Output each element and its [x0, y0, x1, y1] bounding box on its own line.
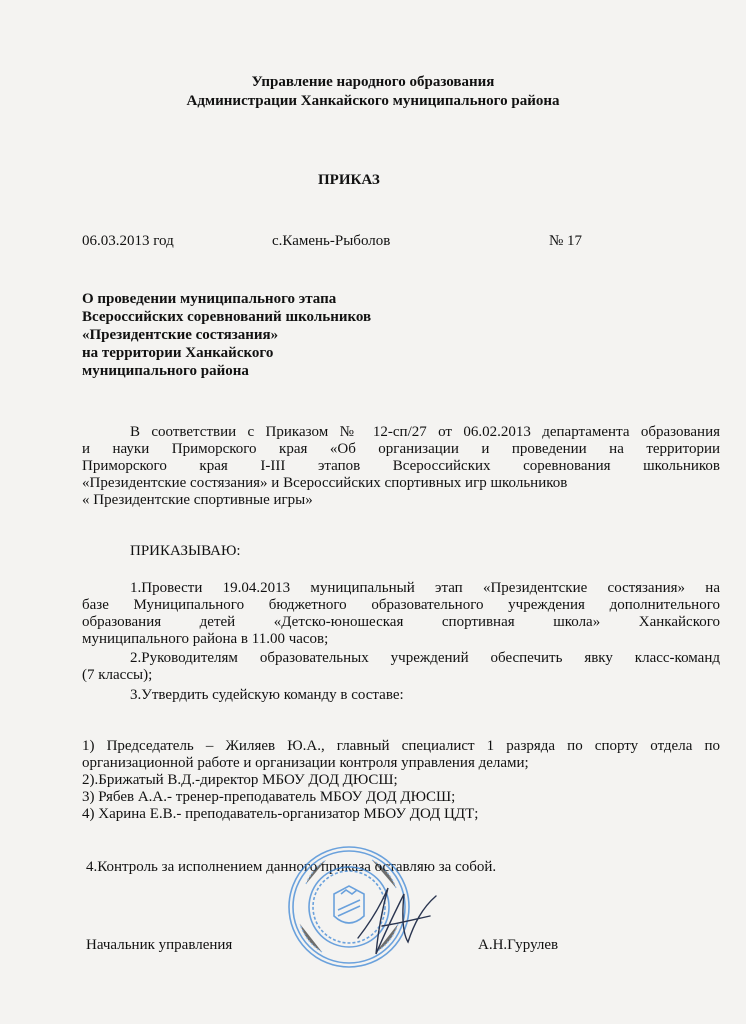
preamble-line: « Президентские спортивные игры»: [82, 492, 313, 508]
item-1-paragraph: [82, 580, 720, 648]
jury-item: 3) Рябев А.А.- тренер-преподаватель МБОУ ДОД ДЮСШ;: [82, 789, 456, 805]
jury-item: 1) Председатель – Жиляев Ю.А., главный специалист 1 разряда по спорту отдела по: [82, 738, 720, 754]
document-number: № 17: [549, 233, 583, 249]
item-2-line: 2.Руководителям образовательных учреждений обеспечить явку класс-команд: [130, 650, 720, 666]
subject-line: О проведении муниципального этапа: [82, 291, 337, 307]
subject-line: на территории Ханкайского: [82, 345, 274, 361]
jury-item: 4) Харина Е.В.- преподаватель-организатор МБОУ ДОД ЦДТ;: [82, 806, 479, 822]
item-1-line: образования детей «Детско-юношеская спортивная школа» Ханкайского: [82, 614, 720, 630]
org-header-line1: Управление народного образования: [251, 74, 495, 90]
handwritten-signature: [352, 880, 442, 960]
signatory-title: Начальник управления: [86, 937, 233, 953]
item-3: 3.Утвердить судейскую команду в составе:: [130, 687, 404, 703]
document-place: с.Камень-Рыболов: [272, 233, 391, 249]
preamble-line: и науки Приморского края «Об организации и проведении на территории: [82, 441, 720, 457]
org-header-line2: Администрации Ханкайского муниципального района: [186, 93, 560, 109]
subject-line: муниципального района: [82, 363, 249, 379]
item-4: 4.Контроль за исполнением данного приказа оставляю за собой.: [86, 859, 497, 875]
item-1-line: базе Муниципального бюджетного образовательного учреждения дополнительного: [82, 597, 720, 613]
signatory-name: А.Н.Гурулев: [478, 937, 559, 953]
item-2-paragraph: [82, 650, 720, 684]
order-word: ПРИКАЗЫВАЮ:: [130, 543, 241, 559]
document-date: 06.03.2013 год: [82, 233, 174, 249]
preamble-line: В соответствии с Приказом № 12-сп/27 от 06.02.2013 департамента образования: [130, 424, 720, 440]
document-title: ПРИКАЗ: [318, 172, 380, 188]
item-2-line: (7 классы);: [82, 667, 153, 683]
preamble-paragraph: [82, 424, 720, 509]
jury-list: [82, 738, 720, 823]
subject-line: Всероссийских соревнований школьников: [82, 309, 372, 325]
item-1-line: муниципального района в 11.00 часов;: [82, 631, 329, 647]
preamble-line: «Президентские состязания» и Всероссийских спортивных игр школьников: [82, 475, 568, 491]
jury-item: 2).Брижатый В.Д.-директор МБОУ ДОД ДЮСШ;: [82, 772, 398, 788]
preamble-line: Приморского края I-III этапов Всероссийских соревнования школьников: [82, 458, 720, 474]
subject-line: «Президентские состязания»: [82, 327, 279, 343]
jury-item: организационной работе и организации контроля управления делами;: [82, 755, 529, 771]
item-1-line: 1.Провести 19.04.2013 муниципальный этап «Президентские состязания» на: [130, 580, 720, 596]
